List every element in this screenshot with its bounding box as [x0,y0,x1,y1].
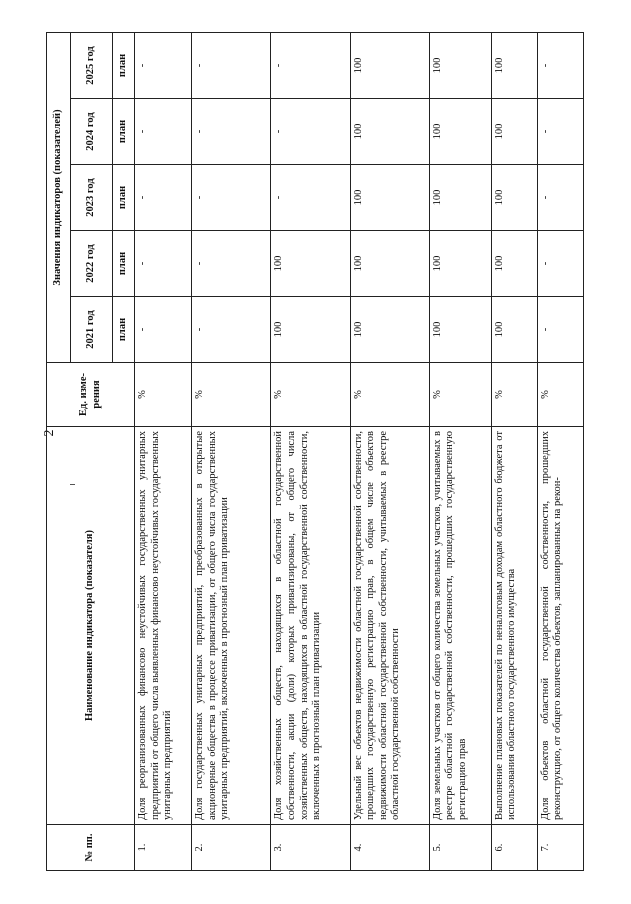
row-name: Выполнение плановых показателей по неналоговым доходам областного бюджета от использования областного государственного имущества [491,427,537,825]
row-value: 100 [491,297,537,363]
rotated-table-container [46,33,584,871]
row-value: 100 [271,231,350,297]
table-row [192,32,271,870]
table-row [537,32,583,870]
row-value: 100 [429,165,491,231]
row-value: - [192,99,271,165]
row-num: 2. [192,825,271,871]
header-year: 2025 год [71,32,113,98]
row-value: - [135,231,192,297]
row-value: 100 [271,297,350,363]
row-value: 100 [491,99,537,165]
header-year: 2022 год [71,231,113,297]
row-value: - [271,165,350,231]
row-unit: % [192,363,271,427]
header-plan: план [113,165,135,231]
header-num: № пп. [47,825,135,871]
header-year: 2021 год [71,297,113,363]
page-number: 2 [42,429,57,437]
row-value: - [192,297,271,363]
row-name: Доля государственных унитарных предприятий, преобразованных в открытые акционерные общества в процессе приватизации, от общего числа государственных унитарных предприятий, включенных в прогнозный план приватизации [192,427,271,825]
row-value: - [135,165,192,231]
row-value: 100 [429,297,491,363]
row-value: 100 [350,99,429,165]
row-value: - [135,99,192,165]
row-value: - [271,32,350,98]
row-value: - [537,32,583,98]
table-row [135,32,192,870]
row-value: 100 [429,32,491,98]
row-name: Доля объектов областной государственной собственности, прошедших реконструкцию, от общего количества объектов, запланированных на рекон- [537,427,583,825]
row-value: 100 [350,165,429,231]
row-unit: % [429,363,491,427]
header-values-group: Значения индикаторов (показателей) [47,32,71,362]
row-name: Доля хозяйственных обществ, находящихся в областной государственной собственности, акции (доли) которых приватизированы, от общего числа хозяйственных обществ, находящихся в областной государственной собственности, включенных в прогнозный план приватизации [271,427,350,825]
row-value: 100 [491,32,537,98]
header-name: Наименование индикатора (показателя) [47,427,135,825]
row-value: - [537,297,583,363]
row-name: Доля земельных участков от общего количества земельных участков, учитываемых в реестре областной государственной собственности, прошедших государственную регистрацию прав [429,427,491,825]
table-row [271,32,350,870]
row-value: 100 [491,165,537,231]
header-year: 2023 год [71,165,113,231]
row-num: 4. [350,825,429,871]
row-value: - [537,231,583,297]
indicators-table [46,32,584,871]
row-value: - [537,165,583,231]
row-num: 1. [135,825,192,871]
row-num: 5. [429,825,491,871]
row-value: 100 [350,32,429,98]
row-value: 100 [491,231,537,297]
row-unit: % [135,363,192,427]
header-year: 2024 год [71,99,113,165]
row-value: - [192,32,271,98]
row-unit: % [350,363,429,427]
table-row [429,32,491,870]
row-value: - [271,99,350,165]
row-name: Доля реорганизованных финансово неустойчивых государственных унитарных предприятий от общего числа выявленных финансово неустойчивых государственных унитарных предприятий [135,427,192,825]
row-num: 7. [537,825,583,871]
row-num: 6. [491,825,537,871]
row-unit: % [491,363,537,427]
row-value: - [135,297,192,363]
header-plan: план [113,297,135,363]
row-value: - [537,99,583,165]
row-value: 100 [429,99,491,165]
row-unit: % [537,363,583,427]
row-unit: % [271,363,350,427]
row-value: 100 [429,231,491,297]
header-plan: план [113,231,135,297]
row-num: 3. [271,825,350,871]
header-unit: Ед. изме-рения [47,363,135,427]
row-value: 100 [350,231,429,297]
row-value: - [192,165,271,231]
header-plan: план [113,32,135,98]
header-plan: план [113,99,135,165]
row-value: - [192,231,271,297]
row-value: 100 [350,297,429,363]
row-name: Удельный вес объектов недвижимости областной государственной собственности, прошедших государственную регистрацию прав, в общем числе объектов недвижимости областной государственной собственности, учитываемых в реестре областной государственной собственности [350,427,429,825]
table-row [491,32,537,870]
table-row [350,32,429,870]
row-value: - [135,32,192,98]
